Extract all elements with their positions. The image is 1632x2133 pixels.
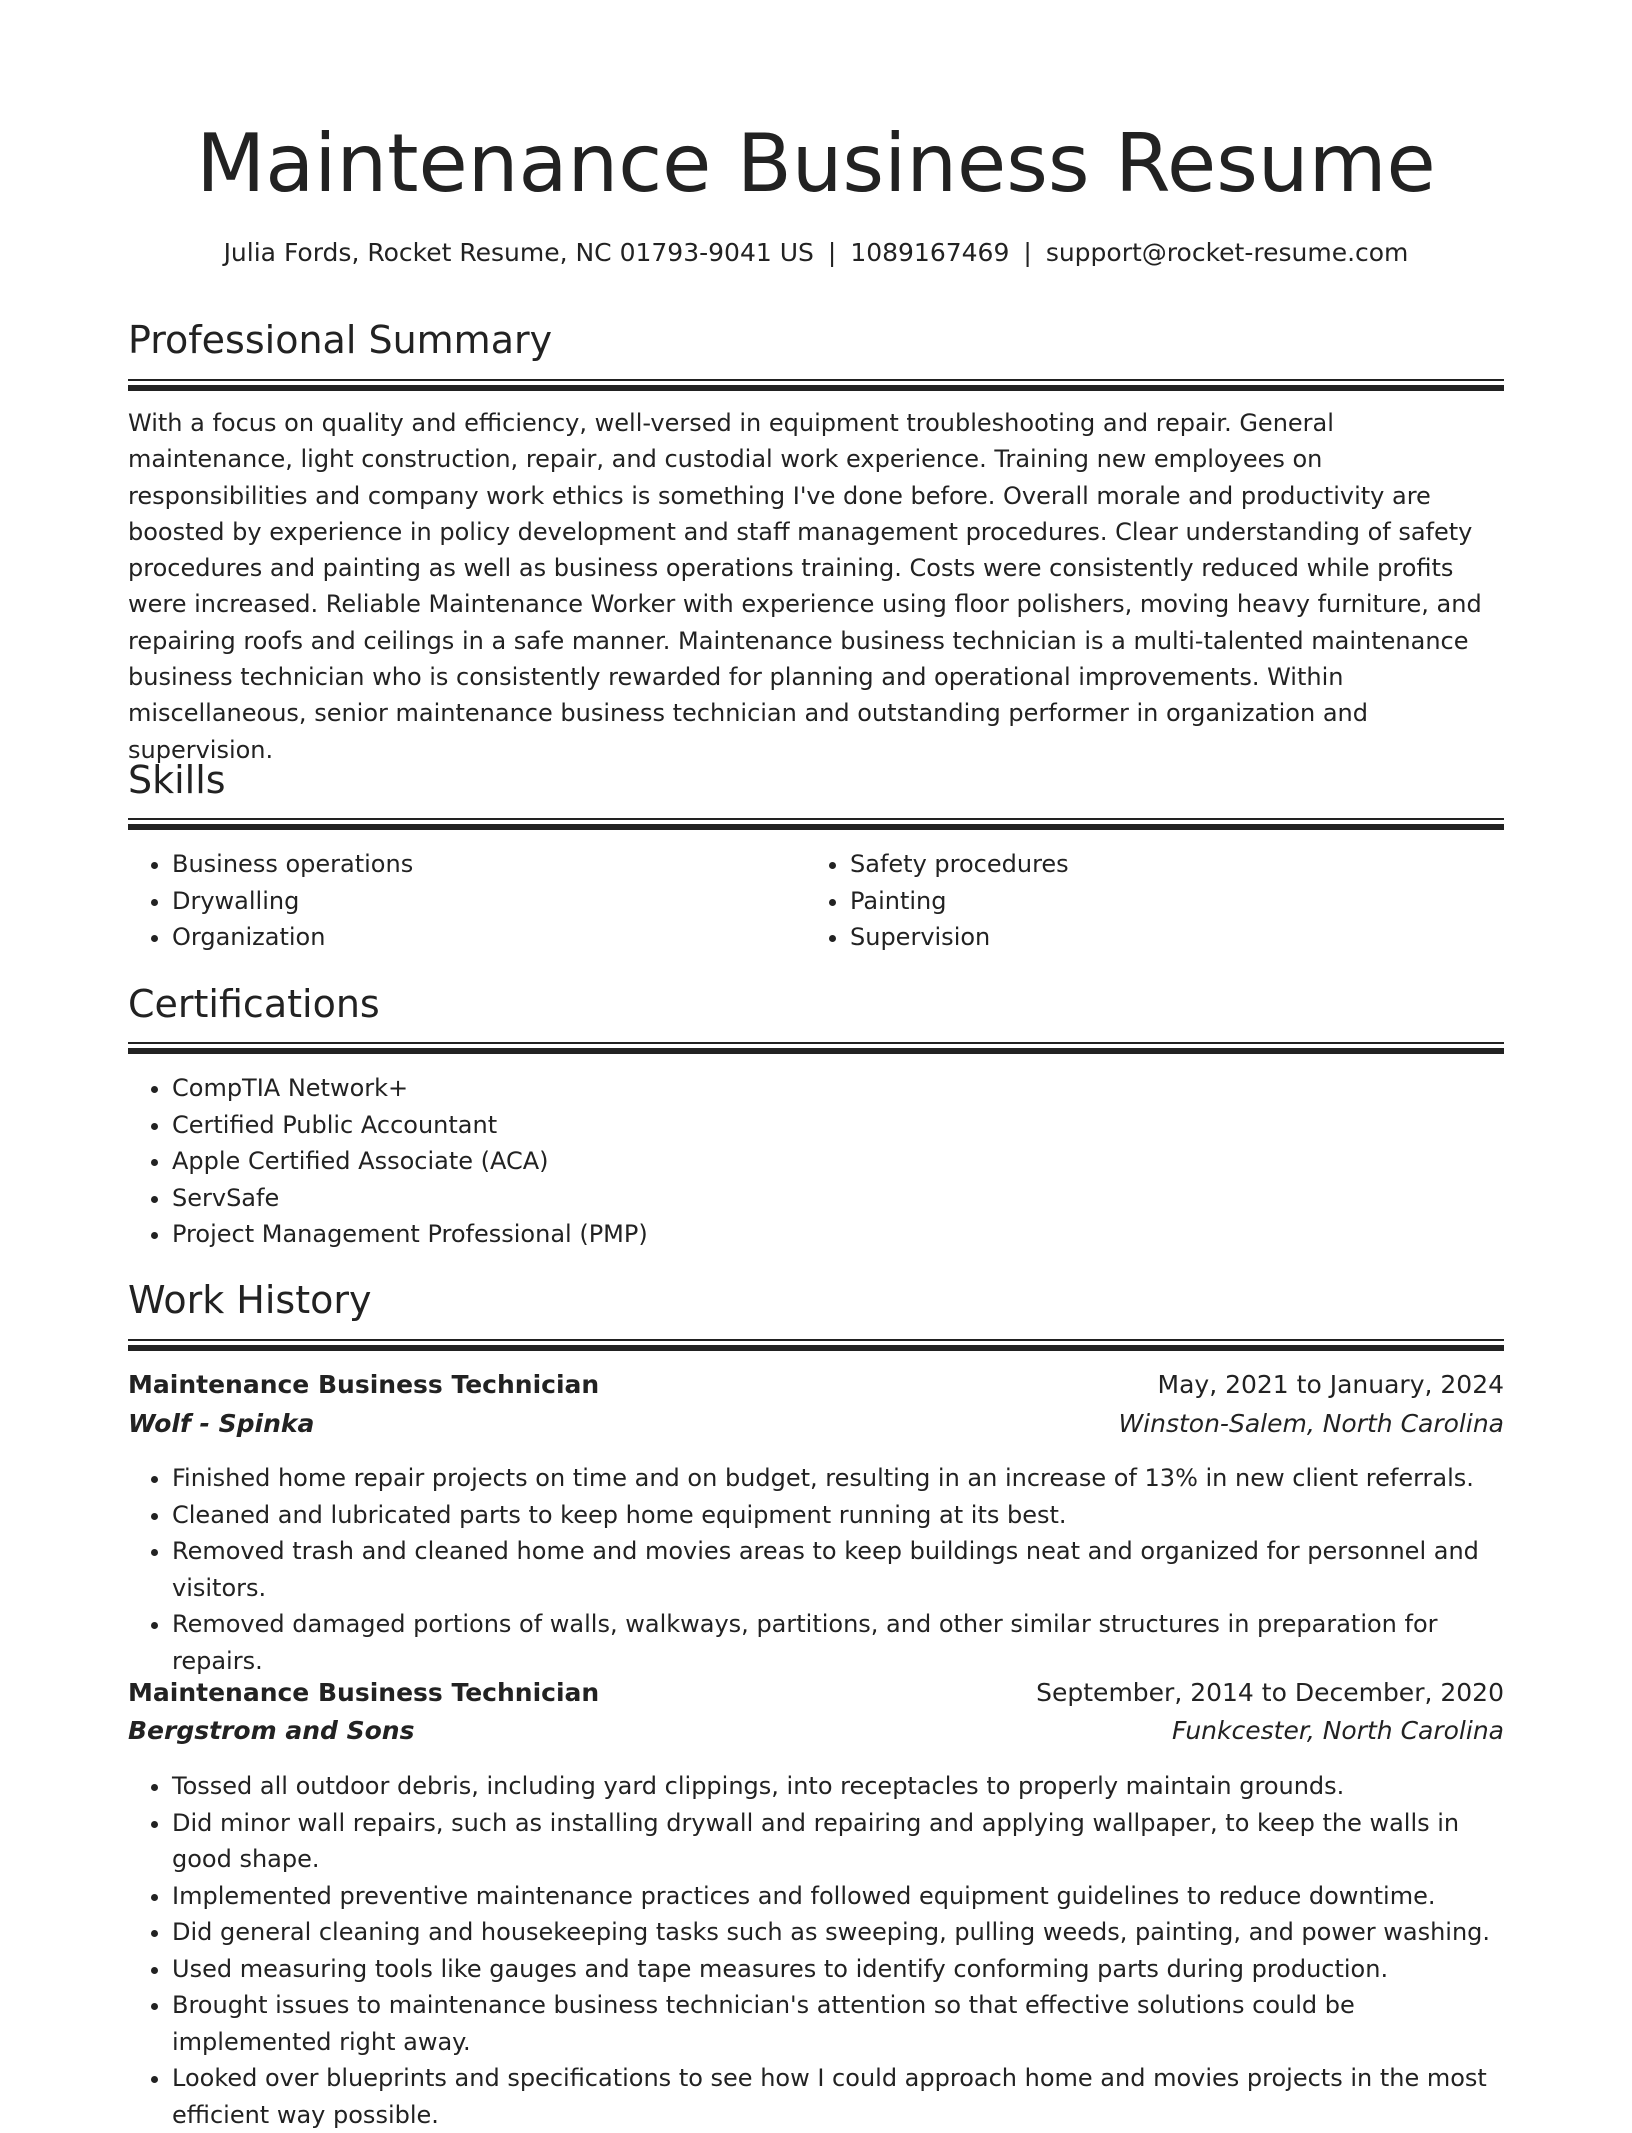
skill-item: • Safety procedures [850,846,1490,883]
job-location: Winston-Salem, North Carolina [1118,1409,1504,1438]
job-bullet: • Did general cleaning and housekeeping tasks such as sweeping, pulling weeds, painting, and power washing. [172,1914,1504,1951]
job-dates: September, 2014 to December, 2020 [1036,1678,1504,1707]
page-title: Maintenance Business Resume [196,117,1436,210]
certification-item: • Certified Public Accountant [172,1107,1502,1144]
section-divider [128,379,1504,391]
section-divider [128,1042,1504,1054]
job-company: Wolf - Spinka [128,1409,315,1438]
job-bullet: • Removed trash and cleaned home and movies areas to keep buildings neat and organized for personnel and visitors. [172,1533,1504,1606]
certification-item: • Project Management Professional (PMP) [172,1216,1502,1253]
job-bullet: • Brought issues to maintenance business technician's attention so that effective solutions could be implemented right away. [172,1987,1504,2060]
job-bullet: • Finished home repair projects on time and on budget, resulting in an increase of 13% in new client referrals. [172,1460,1504,1497]
job-bullet: • Removed damaged portions of walls, walkways, partitions, and other similar structures in preparation for repairs. [172,1606,1504,1679]
section-divider [128,818,1504,830]
certifications-heading: Certifications [128,982,380,1026]
certification-item: • CompTIA Network+ [172,1070,1502,1107]
skills-list-left [128,846,812,956]
skill-item: • Supervision [850,919,1490,956]
job-dates: May, 2021 to January, 2024 [1157,1370,1504,1399]
skill-item: • Drywalling [172,883,812,920]
job-bullet: • Implemented preventive maintenance practices and followed equipment guidelines to reduce downtime. [172,1878,1504,1915]
job-location: Funkcester, North Carolina [1171,1716,1504,1745]
certification-item: • Apple Certified Associate (ACA) [172,1143,1502,1180]
summary-text: With a focus on quality and efficiency, well-versed in equipment troubleshooting and repair. General maintenance, light construction, repair, and custodial work experience. Training new employees on responsibilities and company work ethics is something I've done before. Overall morale and productivity are boosted by experience in policy development and staff management procedures. Clear understanding of safety procedures and painting as well as business operations training. Costs were consistently reduced while profits were increased. Reliable Maintenance Worker with experience using floor polishers, moving heavy furniture, and repairing roofs and ceilings in a safe manner. Maintenance business technician is a multi-talented maintenance business technician who is consistently rewarded for planning and operational improvements. Within miscellaneous, senior maintenance business technician and outstanding performer in organization and supervision. [128,409,1482,764]
job-company: Bergstrom and Sons [128,1716,415,1745]
work-history-heading: Work History [128,1278,372,1322]
job-bullet: • Looked over blueprints and specifications to see how I could approach home and movies projects in the most efficient way possible. [172,2060,1504,2133]
contact-phone: 1089167469 [850,238,1010,267]
section-divider [128,1339,1504,1351]
summary-heading: Professional Summary [128,318,553,362]
job-bullet: • Tossed all outdoor debris, including yard clippings, into receptacles to properly maintain grounds. [172,1768,1504,1805]
job-bullet: • Cleaned and lubricated parts to keep home equipment running at its best. [172,1497,1504,1534]
skill-item: • Painting [850,883,1490,920]
contact-address: Julia Fords, Rocket Resume, NC 01793-9041 US [223,238,814,267]
contact-line [128,238,1504,267]
job-bullet: • Did minor wall repairs, such as installing drywall and repairing and applying wallpaper, to keep the walls in good shape. [172,1805,1504,1878]
contact-email[interactable]: support@rocket-resume.com [1045,238,1409,267]
job-bullets [128,1768,1504,2133]
skill-item: • Business operations [172,846,812,883]
job-title: Maintenance Business Technician [128,1370,600,1399]
contact-separator: | [1023,238,1032,267]
skill-item: • Organization [172,919,812,956]
job-bullets [128,1460,1504,1679]
job-bullet: • Used measuring tools like gauges and tape measures to identify conforming parts during production. [172,1951,1504,1988]
job-title: Maintenance Business Technician [128,1678,600,1707]
contact-separator: | [827,238,837,267]
certification-item: • ServSafe [172,1180,1502,1217]
skills-list-right [806,846,1490,956]
certifications-list [128,1070,1502,1253]
skills-heading: Skills [128,758,226,802]
